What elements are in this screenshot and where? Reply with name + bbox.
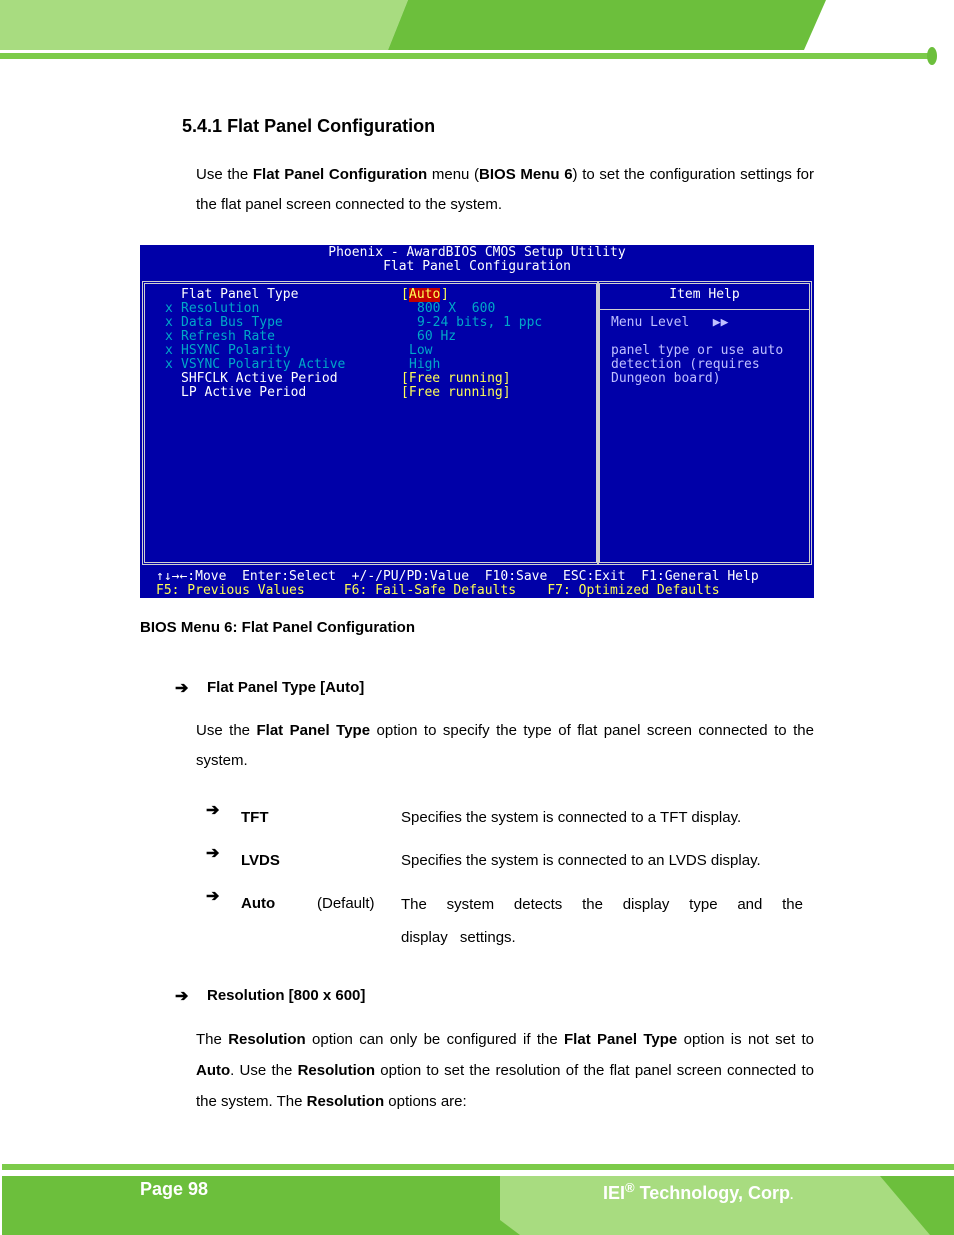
bios-menu-level: Menu Level ▶▶ [611, 315, 729, 330]
bios-help-line: detection (requires [611, 357, 760, 372]
choice-desc-auto: The system detects the display type and the display settings. [401, 896, 803, 946]
page-number: Page 98 [140, 1179, 209, 1199]
intro-paragraph: Use the Flat Panel Configuration menu (BIOS Menu 6) to set the configuration settings for the flat panel screen connected to the system. [196, 166, 814, 213]
option-title-flat-panel-type: Flat Panel Type [Auto] [207, 679, 365, 696]
section-title: 5.4.1 Flat Panel Configuration [182, 116, 436, 136]
bios-subtitle: Flat Panel Configuration [383, 259, 571, 274]
choice-tag-default: (Default) [317, 895, 375, 912]
bios-help-line: panel type or use auto [611, 343, 784, 358]
figure-caption: BIOS Menu 6: Flat Panel Configuration [140, 619, 416, 636]
bios-screenshot: Phoenix - AwardBIOS CMOS Setup Utility Flat Panel Configuration Flat Panel Type [ Auto ] x Resolution 800 X 600 x Data Bus Type 9-24 bits, 1 ppc x Refresh Rate 60 Hz x HSYNC Polarity Low x VSYNC Polarity Active High SHFCLK Active Period [Free running] LP Active Period [Free running] Item Help Menu Level ▶▶ panel type or use auto detection (requires Dungeon board) ↑↓→←:Move Enter:Select +/-/PU/PD:Value F10:Save ESC:Exit F1:General Help F5: Previous Values F6: Fail-Safe Defaults F7: Optimized Defaults [140, 245, 814, 598]
option-title-resolution: Resolution [800 x 600] [207, 987, 366, 1004]
choice-desc-lvds: Specifies the system is connected to an LVDS display. [401, 852, 761, 869]
arrow-right-icon: ➔ [206, 802, 220, 819]
option1-paragraph: Use the Flat Panel Type option to specify the type of flat panel screen connected to the system. [196, 722, 814, 769]
choice-name-tft: TFT [241, 809, 269, 826]
bios-help-title: Item Help [669, 287, 740, 302]
bios-help-line: Dungeon board) [611, 371, 721, 386]
choice-name-auto: Auto [241, 895, 276, 912]
bios-key-legend-row1: ↑↓→←:Move Enter:Select +/-/PU/PD:Value F10:Save ESC:Exit F1:General Help [156, 569, 759, 584]
arrow-right-icon: ➔ [206, 845, 220, 862]
company-brand: IEI® Technology, Corp. [603, 1180, 794, 1203]
arrow-right-icon: ➔ [175, 680, 189, 697]
arrow-right-icon: ➔ [206, 888, 220, 905]
bios-title: Phoenix - AwardBIOS CMOS Setup Utility [328, 245, 626, 260]
choice-name-lvds: LVDS [241, 852, 280, 869]
choice-desc-tft: Specifies the system is connected to a TFT display. [401, 809, 742, 826]
option2-paragraph: The Resolution option can only be configured if the Flat Panel Type option is not set to Auto. Use the Resolution option to set the resolution of the flat panel screen connected to the system. The Resolution options are: [196, 1031, 815, 1110]
bios-help-divider [600, 309, 809, 310]
arrow-right-icon: ➔ [175, 988, 189, 1005]
bios-key-legend-row2: F5: Previous Values F6: Fail-Safe Defaults F7: Optimized Defaults [156, 583, 720, 598]
header-banner [0, 0, 954, 70]
